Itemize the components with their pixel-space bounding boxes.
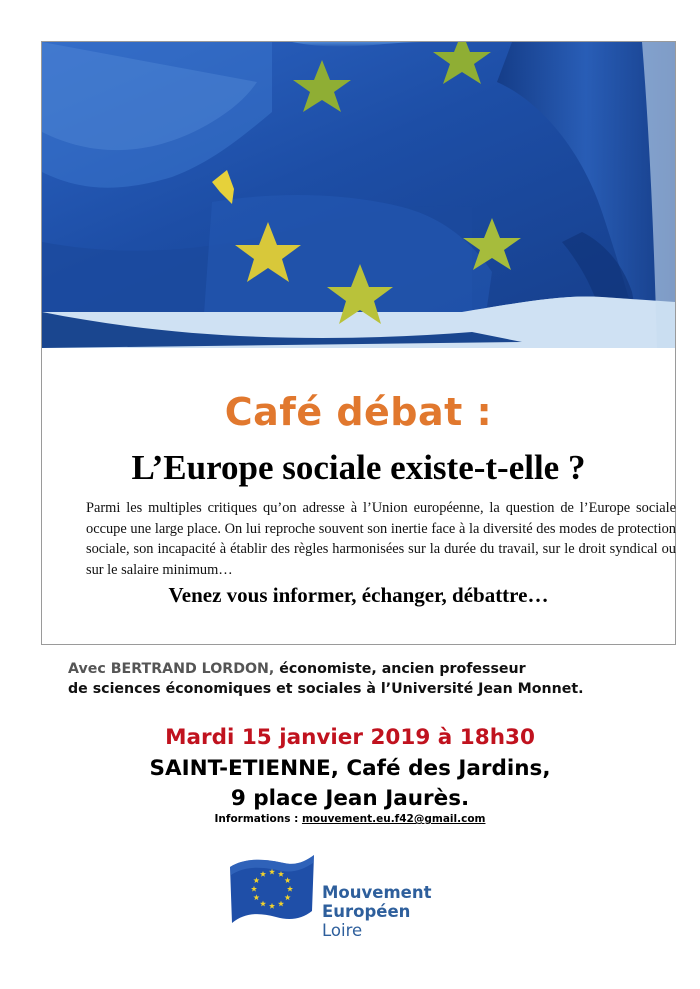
info-label: Informations : [214,813,299,825]
logo-line-1: Mouvement [322,883,432,902]
eu-flag-photo [42,42,675,348]
poster-title: Café débat : [224,390,493,434]
speaker-lead: Avec [68,661,106,677]
speaker-name: BERTRAND LORDON, [110,661,275,677]
logo-wordmark [322,883,431,940]
event-venue: SAINT-ETIENNE, Café des Jardins, [149,756,551,781]
speaker-block [68,659,678,699]
intro-paragraph: Parmi les multiples critiques qu’on adresse à l’Union européenne, la question de l’Europe sociale occupe une large place. On lui reproche souvent son inertie face à la diversité des modes de protection sociale, son incapacité à établir des règles harmonisées sur la durée du travail, sur le droit syndical ou sur le salaire minimum… [86,500,676,578]
event-address: 9 place Jean Jaurès. [230,786,470,811]
call-to-action: Venez vous informer, échanger, débattre… [168,583,549,607]
info-line [0,813,700,825]
logo-line-2: Européen [322,902,411,921]
speaker-role: économiste, ancien professeur [279,661,526,677]
info-email-link[interactable]: mouvement.eu.f42@gmail.com [301,813,486,825]
mouvement-europeen-logo [226,853,466,953]
event-date: Mardi 15 janvier 2019 à 18h30 [165,725,535,750]
poster-subtitle: L’Europe sociale existe-t-elle ? [131,448,586,487]
logo-line-3: Loire [322,921,363,940]
eu-flag-logo-icon [226,853,318,931]
poster-frame [41,41,676,645]
speaker-affiliation: de sciences économiques et sociales à l’Université Jean Monnet. [68,681,584,697]
eu-flag-illustration [42,42,675,348]
